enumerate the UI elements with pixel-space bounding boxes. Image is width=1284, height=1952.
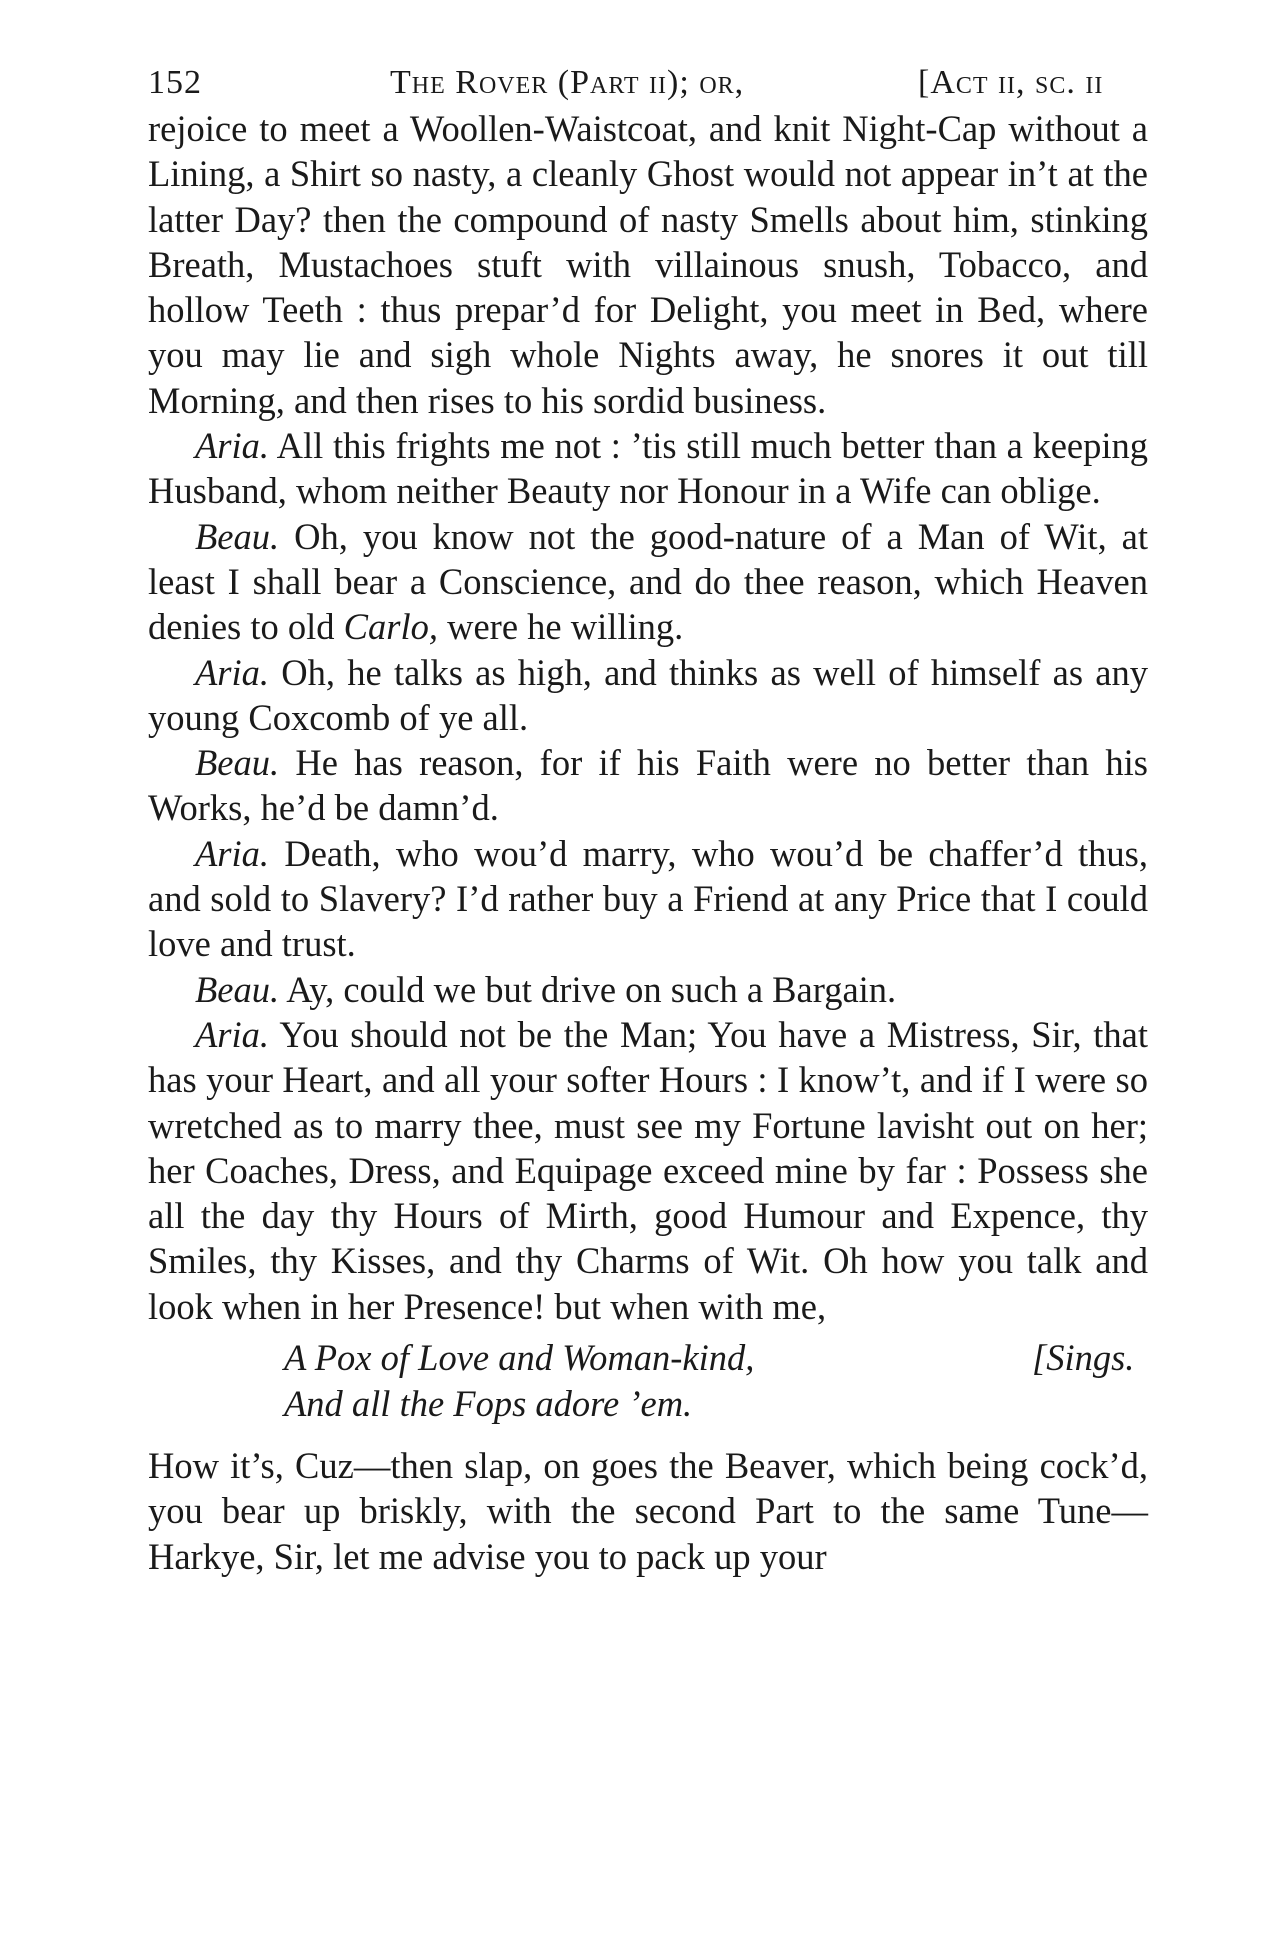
speech-beau-2: [148, 740, 1148, 831]
act-scene-marker: [Act ii, sc. ii: [918, 64, 1104, 101]
speaker-name: Aria.: [195, 1013, 270, 1055]
speech-text: You should not be the Man; You have a Mistress, Sir, that has your Heart, and all your softer Hours : I know’t, and if I were so wretched as to marry thee, must see my Fortune lavisht out on her; her Coaches, Dress, and Equipage exceed mine by far : Possess she all the day thy Hours of Mirth, good Humour and Expence, thy Smiles, thy Kisses, and thy Charms of Wit. Oh how you talk and look when in her Presence! but when with me,: [148, 1013, 1148, 1327]
text-line: not appear in’t at the latter Day? then the compound of: [148, 153, 1149, 240]
speech-text: Oh, you know not the good-nature of a Man of Wit, at least I shall bear a Conscience, and do thee reason, which Heaven denies to old: [148, 515, 1149, 648]
speech-text: were he willing.: [447, 606, 684, 648]
speech-text: Death, who wou’d marry, who wou’d be chaffer’d thus, and sold to Slavery? I’d rather buy a Friend at any Price that I could love and trust.: [148, 832, 1149, 965]
page-number: 152: [148, 64, 202, 101]
speech-aria-2: [148, 650, 1148, 741]
speech-aria-3: [148, 831, 1148, 967]
text-line: and then rises to his sordid business.: [294, 379, 827, 421]
speech-text: All this frights me not : ’tis still much better than a keeping Husband, whom neither Beauty nor Honour in a Wife can oblige.: [148, 425, 1148, 512]
song-verse: [148, 1335, 1148, 1433]
stage-direction: [Sings.: [1032, 1337, 1135, 1379]
text-line: without a Lining, a Shirt so nasty, a cleanly Ghost would: [148, 108, 1149, 195]
speech-text: Oh, he talks as high, and thinks as well of himself as any young Coxcomb of ye all.: [148, 651, 1148, 738]
speech-text: He has reason, for if his Faith were no better than his Works, he’d be damn’d.: [148, 742, 1149, 829]
speaker-name: Aria.: [195, 425, 270, 467]
speech-aria-1: [148, 423, 1148, 514]
running-title: The Rover (Part ii); or,: [390, 64, 745, 101]
text-line: nasty Smells about him, stinking Breath, Mustachoes stuft: [148, 198, 1149, 285]
intro-paragraph: [148, 106, 1148, 423]
speaker-name: Beau.: [195, 742, 280, 784]
speech-text: Ay, could we but drive on such a Bargain.: [286, 968, 897, 1010]
speech-aria-4: [148, 1012, 1148, 1329]
text-line: prepar’d for Delight, you meet in Bed, where you may lie: [148, 289, 1149, 376]
song-line: And all the Fops adore ’em.: [284, 1383, 693, 1425]
speaker-name: Beau.: [195, 515, 280, 557]
song-line: A Pox of Love and Woman-kind,: [284, 1337, 755, 1379]
text-line: and sigh whole Nights away, he snores it out till Morning,: [148, 334, 1148, 421]
speaker-name: Beau.: [195, 968, 280, 1010]
character-name: Carlo,: [343, 606, 438, 648]
running-header: [148, 60, 1148, 106]
text-line: with villainous snush, Tobacco, and hollow Teeth : thus: [148, 243, 1148, 331]
after-song-paragraph: How it’s, Cuz—then slap, on goes the Beaver, which being cock’d, you bear up briskly, with the second Part to the same Tune—Harkye, Sir, let me advise you to pack up your: [148, 1445, 1148, 1577]
speaker-name: Aria.: [195, 832, 270, 874]
speech-beau-3: [148, 967, 1148, 1012]
speech-beau-1: [148, 514, 1148, 650]
book-page: [148, 60, 1148, 1579]
text-line: rejoice to meet a Woollen-Waistcoat, and knit Night-Cap: [148, 108, 997, 149]
speaker-name: Aria.: [195, 651, 270, 693]
